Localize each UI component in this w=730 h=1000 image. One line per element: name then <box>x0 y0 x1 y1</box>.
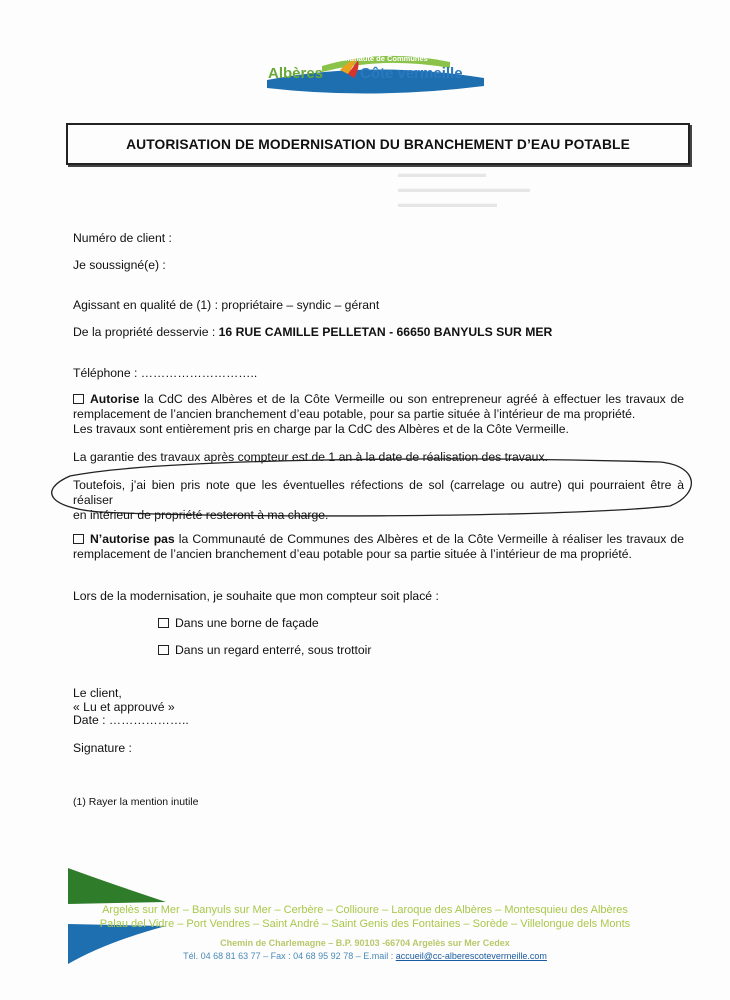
footer-address: Chemin de Charlemagne – B.P. 90103 -66704 Argelès sur Mer Cedex <box>220 938 510 948</box>
meter-option-regard <box>158 643 371 658</box>
date-field: Date : ……………….. <box>73 713 189 727</box>
show-through-text: ▬▬▬▬▬▬▬▬▬▬▬▬ <box>398 183 530 195</box>
regard-label: Dans un regard enterré, sous trottoir <box>175 643 372 657</box>
show-through-text: ▬▬▬▬▬▬▬▬ <box>398 168 486 180</box>
property-address: 16 RUE CAMILLE PELLETAN - 66650 BANYULS SUR MER <box>218 325 553 339</box>
signature-field: Signature : <box>73 741 132 755</box>
footer-towns-line-2: Palau del Vidre – Port Vendres – Saint André – Saint Genis des Fontaines – Sorède – Villelongue dels Monts <box>99 918 631 930</box>
client-label: Le client, <box>73 686 122 700</box>
footer-towns-line-1: Argelès sur Mer – Banyuls sur Mer – Cerbère – Collioure – Laroque des Albères – Montesquieu des Albères <box>102 904 628 916</box>
cc-alberes-logo <box>262 48 492 98</box>
authorize-label: Autorise <box>90 392 140 406</box>
authorize-line-3: Les travaux sont entièrement pris en charge par la CdC des Albères et de la Côte Vermeille. <box>73 422 569 436</box>
property-field <box>73 325 552 340</box>
note-line-2: en intérieur de propriété resteront à ma charge. <box>73 508 329 522</box>
logo-left-word: Albères <box>268 65 324 82</box>
property-label: De la propriété desservie : <box>73 325 219 339</box>
meter-intro: Lors de la modernisation, je souhaite que mon compteur soit placé : <box>73 589 439 603</box>
authorize-line-1 <box>73 392 684 407</box>
facade-label: Dans une borne de façade <box>175 616 319 630</box>
logo-right-word: Côte vermeille <box>360 65 463 82</box>
not-authorize-text-1: la Communauté de Communes des Albères et de la Côte Vermeille à réaliser les travaux de <box>174 532 684 546</box>
client-number-field: Numéro de client : <box>73 231 172 245</box>
not-authorize-block <box>73 532 684 562</box>
authorize-line-2: remplacement de l’ancien branchement d’eau potable, pour sa partie située à l’intérieur de ma propriété. <box>73 407 636 421</box>
note-line-1: Toutefois, j’ai bien pris note que les éventuelles réfections de sol (carrelage ou autre) qui pourraient être à réaliser <box>73 478 684 507</box>
authorize-text-1: la CdC des Albères et de la Côte Vermeille ou son entrepreneur agréé à effectuer les travaux de <box>139 392 684 406</box>
guarantee-text: La garantie des travaux après compteur est de 1 an à la date de réalisation des travaux. <box>73 450 548 464</box>
not-authorize-line-1 <box>73 532 684 547</box>
note-block <box>73 478 684 523</box>
logo-top-text: Communauté de Communes <box>326 54 428 63</box>
footer-email-link[interactable]: accueil@cc-alberescotevermeille.com <box>395 951 547 961</box>
document-title: AUTORISATION DE MODERNISATION DU BRANCHEMENT D’EAU POTABLE <box>126 136 630 152</box>
acting-as-field: Agissant en qualité de (1) : propriétaire – syndic – gérant <box>73 298 380 312</box>
footnote: (1) Rayer la mention inutile <box>73 796 199 808</box>
not-authorize-line-2: remplacement de l’ancien branchement d’eau potable pour sa partie située à l’intérieur de ma propriété. <box>73 547 632 561</box>
read-approved-label: « Lu et approuvé » <box>73 700 175 714</box>
authorize-checkbox[interactable] <box>73 394 84 404</box>
not-authorize-label: N’autorise pas <box>90 532 175 546</box>
facade-checkbox[interactable] <box>158 618 169 628</box>
footer-phone-fax: Tél. 04 68 81 63 77 – Fax : 04 68 95 92 78 – E.mail : <box>183 951 396 961</box>
authorize-block <box>73 392 684 437</box>
meter-option-facade <box>158 616 319 631</box>
footer-contact <box>0 951 730 961</box>
not-authorize-checkbox[interactable] <box>73 534 84 544</box>
show-through-text: ▬▬▬▬▬▬▬▬▬ <box>398 198 497 210</box>
document-title-box <box>66 123 690 165</box>
phone-field: Téléphone : ……………………….. <box>73 366 258 380</box>
regard-checkbox[interactable] <box>158 645 169 655</box>
undersigned-field: Je soussigné(e) : <box>73 258 166 272</box>
